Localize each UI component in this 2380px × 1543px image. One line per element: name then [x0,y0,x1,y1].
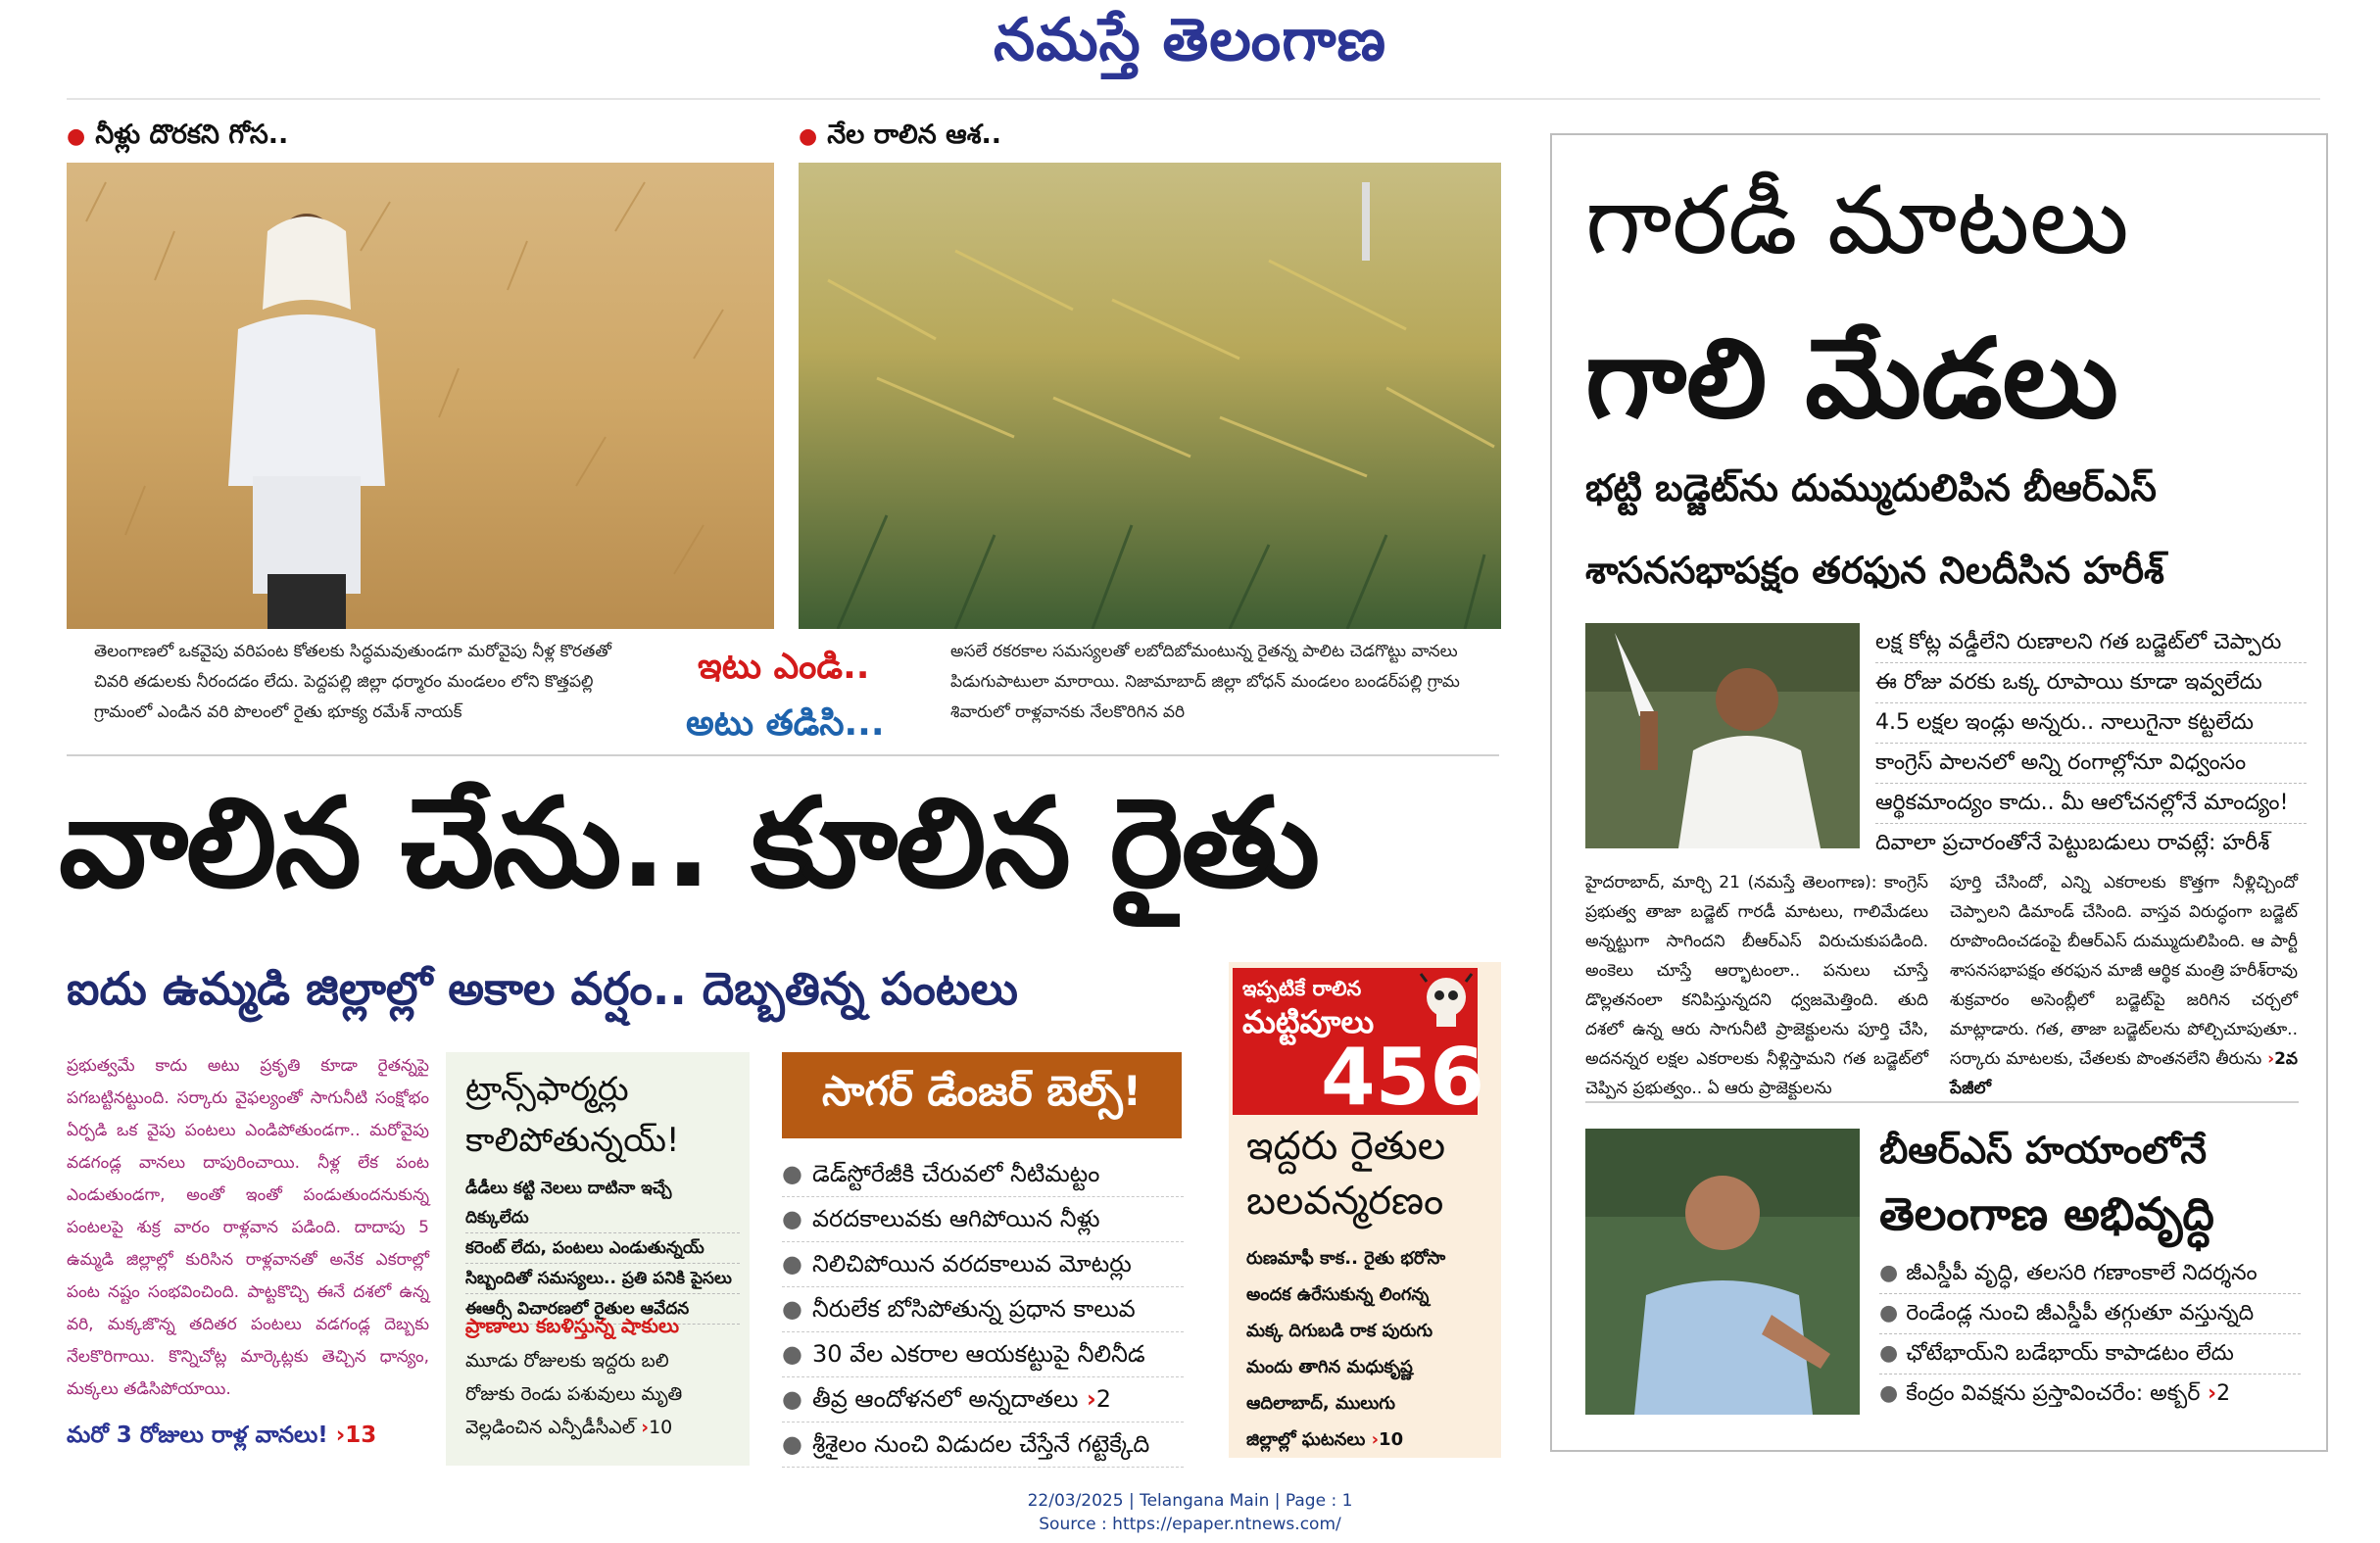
footer-source[interactable]: Source : https://epaper.ntnews.com/ [1039,1515,1341,1534]
development-bullet [1879,1254,2301,1294]
budget-bullet: ఆర్థికమాంద్యం కాదు.. మీ ఆలోచనల్లోనే మాంద్యం! [1875,784,2307,824]
dry-field-photo-image [67,163,774,629]
lead-story-body: ప్రభుత్వమే కాదు అటు ప్రకృతి కూడా రైతన్నపై పగబట్టినట్టుంది. సర్కారు వైఫల్యంతో సాగునీటి సంక్షోభం ఏర్పడి ఒక వైపు పంటలు ఎండిపోతుండగా.. మరోవైపు వడగండ్ల వానలు దాపురించాయి. నీళ్ల లేక పంట ఎండుతుండగా, అంతో ఇంతో పండుతుందనుకున్న పంటలపై శుక్ర వారం రాళ్లవాన పడింది. దాదాపు 5 ఉమ్మడి జిల్లాల్లో కురిసిన రాళ్లవానతో అనేక ఎకరాల్లో పంట నష్టం సంభవించింది. పాట్టకొచ్చి ఈనే దశలో ఉన్న వరి, మక్కజొన్న తదితర పంటలు వడగండ్ల దెబ్బకు నేలకొరిగాయి. కొన్నిచోట్ల మార్కెట్లకు తెచ్చిన ధాన్యం, మక్కలు తడిసిపోయాయి. [67,1056,429,1399]
transformers-item: ఈఆర్సీ విచారణలో రైతుల ఆవేదన [465,1294,740,1325]
harish-photo-image [1585,623,1860,848]
sagar-item-text: నిలిచిపోయిన వరదకాలువ మోటర్లు [811,1250,1132,1278]
sagar-item [782,1152,1184,1197]
sagar-item [782,1287,1184,1332]
left-photo-kicker [67,120,288,157]
budget-continued[interactable]: 2వ పేజీలో [1950,1049,2298,1098]
sagar-item [782,1377,1184,1422]
bullet-icon: ● [1879,1301,1899,1326]
akbar-photo [1585,1129,1860,1415]
suicide-count: 456 [1321,1032,1484,1123]
akbar-photo-image [1585,1129,1860,1415]
budget-bullets [1875,623,2307,863]
bullet-icon: ● [782,1295,802,1323]
sagar-page: 2 [1095,1385,1112,1413]
shocks-line-text: వెల్లడించిన ఎన్పీడీసీఎల్ [465,1417,636,1438]
harish-photo [1585,623,1860,848]
right-photo-kicker-text: నేల రాలిన ఆశ.. [827,120,1002,150]
page-ref-icon: › [1365,1429,1380,1450]
dry-field-photo [67,163,774,629]
development-bullet [1879,1294,2301,1334]
right-photo-caption: అసలే రకరకాల సమస్యలతో లబోదిబోమంటున్న రైతన్న పాలిట చెడగొట్టు వానలు పిడుగుపాటులా మారాయి. నిజామాబాద్ జిల్లా బోధన్ మండలం బండర్‌పల్లి గ్రామ శివారులో రాళ్లవానకు నేలకొరిగిన వరి [950,642,1460,722]
development-bullets [1879,1254,2301,1414]
sagar-item [782,1197,1184,1242]
development-bullet-text: ఛోటేభాయ్‌ని బడేభాయ్ కాపాడటం లేదు [1906,1341,2234,1366]
bullet-icon: ● [1879,1261,1899,1285]
page-ref-icon: › [2267,1049,2275,1069]
budget-headline-2[interactable]: గాలి మేడలు [1585,315,2118,443]
farmers-line: అందక ఉరేసుకున్న లింగన్న [1246,1284,1430,1305]
more-rains-text: మరో 3 రోజులు రాళ్ల వానలు! [67,1422,328,1448]
development-bullet [1879,1334,2301,1374]
farmers-line-text: జిల్లాల్లో ఘటనలు [1246,1429,1366,1450]
sagar-item-text: 30 వేల ఎకరాల ఆయకట్టుపై నీలినీడ [811,1340,1145,1368]
transformers-title[interactable]: ట్రాన్స్‌ఫార్మర్లు కాలిపోతున్నయ్! [465,1070,680,1160]
bullet-dot: ● [799,124,818,149]
budget-headline-1[interactable]: గారడీ మాటలు [1585,166,2129,275]
budget-subhead-2: శాసనసభాపక్షం తరఫున నిలదీసిన హరీశ్ [1585,549,2164,592]
photo-divider [67,754,1499,756]
page-ref-icon: › [641,1417,650,1438]
bullet-icon: ● [782,1385,802,1413]
bullet-icon: ● [782,1340,802,1368]
bullet-dot: ● [67,124,86,149]
development-bullet [1879,1374,2301,1414]
flash-line-2: మట్టిపూలు [1242,1003,1375,1040]
transformers-list [465,1174,740,1325]
shocks-line [465,1411,740,1444]
budget-bullet: దివాలా ప్రచారంతోనే పెట్టుబడులు రావట్లే: హరీశ్ [1875,831,2270,855]
bullet-icon: ● [782,1430,802,1458]
budget-body-left: హైదరాబాద్, మార్చి 21 (నమస్తే తెలంగాణ): కాంగ్రెస్ ప్రభుత్వ తాజా బడ్జెట్ గారడీ మాటలు, గాలిమేడలు అన్నట్టుగా సాగిందని బీఆర్‌ఎస్ విరుచుకుపడింది. అంకెలు చూస్తే ఆర్భాటంలా.. పనులు చూస్తే డొల్లతనంలా కనిపిస్తున్నదని ధ్వజమెత్తింది. తుది దశలో ఉన్న ఆరు సాగునీటి ప్రాజెక్టులను పూర్తి చేసి, అదనన్నర లక్షల ఎకరాలకు నీళ్లిస్తామని గత బడ్జెట్‌లో చెప్పిన ప్రభుత్వం.. ఏ ఆరు ప్రాజెక్టులను [1585,873,1928,1098]
shocks-line: మూడు రోజులకు ఇద్దరు బలి [465,1350,669,1372]
budget-bullet: ఈ రోజు వరకు ఒక్క రూపాయి కూడా ఇవ్వలేదు [1875,663,2307,703]
farmers-line: ఆదిలాబాద్, ములుగు [1246,1393,1396,1414]
masthead-title[interactable]: నమస్తే తెలంగాణ [993,6,1387,74]
budget-bullet: కాంగ్రెస్ పాలనలో అన్ని రంగాల్లోనూ విధ్వంసం [1875,744,2307,784]
transformers-item: సిబ్బందితో సమస్యలు.. ప్రతి పనికి పైసలు [465,1264,740,1294]
sagar-title[interactable]: సాగర్ డేంజర్ బెల్స్! [782,1052,1182,1138]
budget-bullet: లక్ష కోట్ల వడ్డీలేని రుణాలని గత బడ్జెట్‌లో చెప్పారు [1875,623,2307,663]
development-bullet-text: కేంద్రం వివక్షను ప్రస్తావించరేం: అక్బర్ [1906,1381,2201,1406]
sagar-item-text: శ్రీశైలం నుంచి విడుదల చేస్తేనే గట్టెక్కేది [811,1430,1150,1458]
budget-subhead-1: భట్టి బడ్జెట్‌ను దుమ్ముదులిపిన బీఆర్‌ఎస్ [1585,466,2157,509]
budget-body-right [1950,868,2298,1103]
lead-headline[interactable]: వాలిన చేను.. కూలిన రైతు [59,771,1319,915]
bullet-icon: ● [1879,1381,1899,1406]
budget-bullet: 4.5 లక్షల ఇండ్లు అన్నరు.. నాలుగైనా కట్టలేదు [1875,703,2307,744]
development-headline-1[interactable]: బీఆర్‌ఎస్ హయాంలోనే [1879,1129,2208,1172]
sagar-item-text: వరదకాలువకు ఆగిపోయిన నీళ్లు [811,1205,1100,1232]
sagar-item [782,1422,1184,1468]
footer-date-page: 22/03/2025 | Telangana Main | Page : 1 [1027,1491,1353,1511]
shocks-line: రోజుకు రెండు పశువులు మృతి [465,1383,683,1405]
right-photo-kicker [799,120,1001,157]
shocks-subhead: ప్రాణాలు కబళిస్తున్న షాకులు [465,1314,680,1337]
farmers-page: 10 [1379,1429,1404,1450]
more-rains-teaser[interactable] [67,1422,376,1454]
page-ref-icon: › [1078,1385,1096,1413]
transformers-item: డీడీలు కట్టి నెలలు దాటినా ఇచ్చే దిక్కులేదు [465,1174,740,1233]
transformers-panel [446,1052,750,1466]
farmers-headline[interactable]: ఇద్దరు రైతుల బలవన్మరణం [1246,1124,1446,1224]
farmers-line: మందు తాగిన మధుకృష్ణ [1246,1357,1413,1377]
transformers-item: కరెంట్ లేదు, పంటలు ఎండుతున్నయ్ [465,1233,740,1264]
farmers-panel [1229,962,1501,1458]
flash-line-1: ఇప్పటికే రాలిన [1242,977,1362,1000]
bullet-icon: ● [782,1160,802,1187]
masthead-rule [67,98,2320,100]
sagar-item [782,1332,1184,1377]
farmers-line [1246,1422,1491,1458]
flattened-paddy-photo [799,163,1501,629]
sagar-item-text: తీవ్ర ఆందోళనలో అన్నదాతలు [811,1385,1079,1413]
farmers-line: రుణమాఫీ కాక.. రైతు భరోసా [1246,1248,1446,1269]
shocks-lines [465,1344,740,1444]
sagar-item-text: నీరులేక బోసిపోతున్న ప్రధాన కాలువ [811,1295,1136,1323]
shocks-page: 10 [649,1417,673,1438]
budget-body-right-text: పూర్తి చేసిందో, ఎన్ని ఎకరాలకు కొత్తగా నీళ్లిచ్చిందో చెప్పాలని డిమాండ్ చేసింది. వాస్తవ విరుద్ధంగా బడ్జెట్ రూపొందించడంపై బీఆర్‌ఎస్ దుమ్ముదులిపింది. ఆ పార్టీ శాసనసభాపక్షం తరఫున మాజీ ఆర్థిక మంత్రి హరీశ్‌రావు శుక్రవారం అసెంబ్లీలో బడ్జెట్‌పై జరిగిన చర్చలో మాట్లాడారు. గత, తాజా బడ్జెట్‌లను పోల్చిచూపుతూ.. సర్కారు మాటలకు, చేతలకు పొంతనలేని తీరును [1950,873,2298,1069]
sagar-list [782,1152,1184,1468]
bullet-icon: ● [782,1205,802,1232]
left-photo-caption: తెలంగాణలో ఒకవైపు వరిపంట కోతలకు సిద్ధమవుతుండగా మరోవైపు నీళ్ల కొరతతో చివరి తడులకు నీరందడం లేదు. పెద్దపల్లి జిల్లా ధర్మారం మండలం లోని కొత్తపల్లి గ్రామంలో ఎండిన వరి పొలంలో రైతు భూక్య రమేశ్ నాయక్ [94,642,611,722]
sagar-item-text: డెడ్‌స్టోరేజీకి చేరువలో నీటిమట్టం [811,1160,1100,1187]
farmers-line: మక్క దిగుబడి రాక పురుగు [1246,1321,1433,1341]
bullet-icon: ● [1879,1341,1899,1366]
itu-endi-label: ఇటు ఎండి.. [698,647,870,687]
farmers-lines [1246,1240,1491,1458]
sagar-item [782,1242,1184,1287]
more-rains-page: 13 [345,1422,377,1448]
flash-box [1233,968,1484,1123]
left-photo-kicker-text: నీళ్లు దొరకని గోస.. [95,120,289,150]
right-divider [1585,1101,2299,1103]
development-bullet-text: జీఎస్డీపీ వృద్ధి, తలసరి గణాంకాలే నిదర్శనం [1906,1261,2258,1285]
flattened-paddy-photo-image [799,163,1501,629]
development-bullet-text: రెండేండ్ల నుంచి జీఎస్డీపీ తగ్గుతూ వస్తున్నది [1906,1301,2255,1326]
page-ref-icon: › [2200,1381,2217,1406]
farmer-skull-icon [1419,972,1474,1037]
atu-tadisi-label: అటు తడిసి... [686,703,885,744]
development-page: 2 [2216,1381,2231,1406]
development-headline-2[interactable]: తెలంగాణ అభివృద్ధి [1879,1187,2214,1240]
bullet-icon: ● [782,1250,802,1278]
lead-deck: ఐదు ఉమ్మడి జిల్లాల్లో అకాల వర్షం.. దెబ్బతిన్న పంటలు [67,962,1018,1015]
page-ref-icon: › [335,1422,346,1448]
